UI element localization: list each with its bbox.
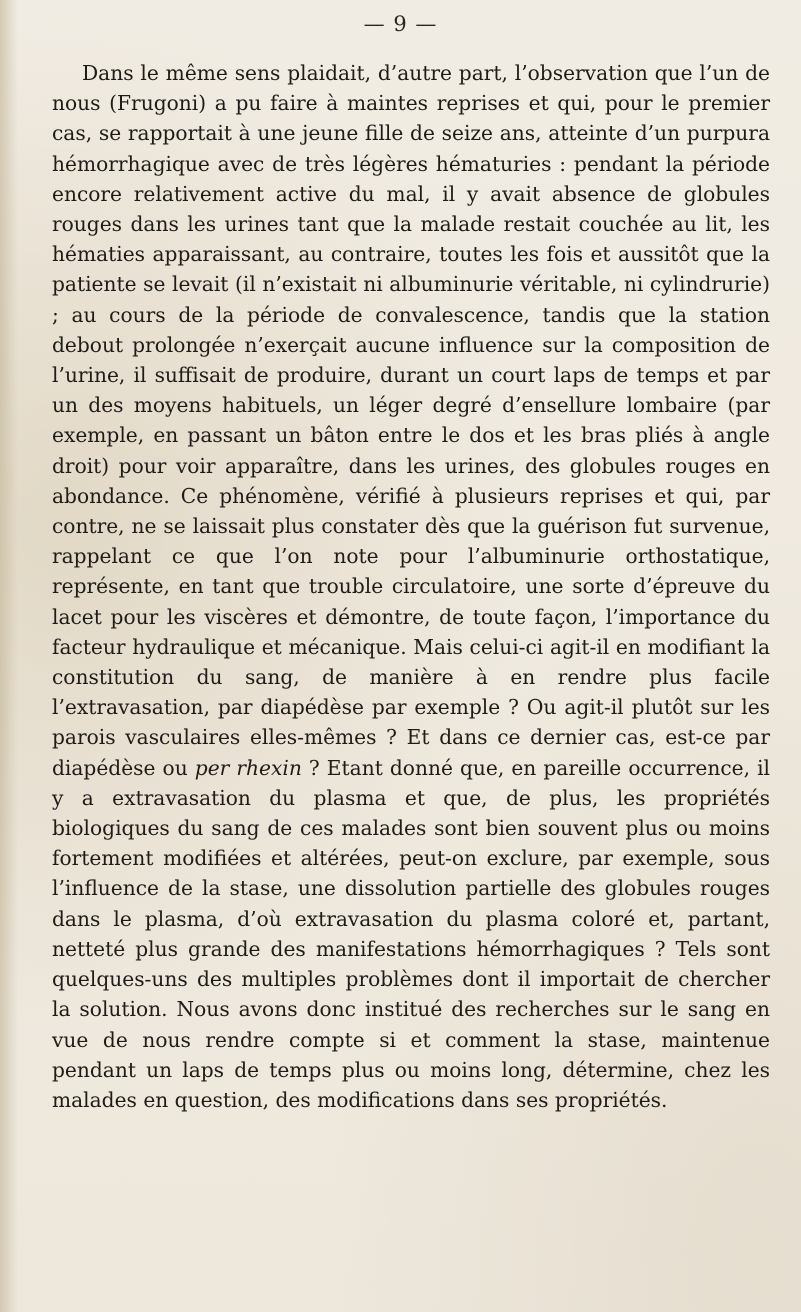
body-text xyxy=(52,58,770,1115)
italic-phrase: per rhexin xyxy=(194,755,302,780)
paragraph-text: Dans le même sens plaidait, d’autre part, l’observation que l’un de nous (Frugoni) a pu faire à maintes reprises et qui, pour le premier cas, se rapportait à une jeune fille de seize ans, atteinte d’un purpura hémorrhagique avec de très légères hématuries : pendant la période encore relativement active du mal, il y avait absence de globules rouges dans les urines tant que la malade restait couchée au lit, les hématies apparaissant, au contraire, toutes les fois et aussitôt que la patiente se levait (il n’existait ni albuminurie véritable, ni cylindrurie) ; au cours de la période de convalescence, tandis que la station debout prolongée n’exerçait aucune influence sur la composition de l’urine, il suffisait de produire, durant un court laps de temps et par un des moyens habituels, un léger degré d’ensellure lombaire (par exemple, en passant un bâton entre le dos et les bras pliés à angle droit) pour voir apparaître, dans les urines, des globules rouges en abondance. Ce phénomène, vérifié à plusieurs reprises et qui, par contre, ne se laissait plus constater dès que la guérison fut survenue, rappelant ce que l’on note pour l’albuminurie orthostatique, représente, en tant que trouble circulatoire, une sorte d’épreuve du lacet pour les viscères et démontre, de toute façon, l’importance du facteur hydraulique et mécanique. Mais celui-ci agit-il en modifiant la constitution du sang, de manière à en rendre plus facile l’extravasation, par diapédèse par exemple ? Ou agit-il plutôt sur les parois vasculaires elles-mêmes ? Et dans ce dernier cas, est-ce par diapédèse ou xyxy=(52,61,770,780)
paragraph-text-end: ? Etant donné que, en pareille occurrence, il y a extravasation du plasma et que, de plus, les propriétés biologiques du sang de ces malades sont bien souvent plus ou moins fortement modifiées et altérées, peut-on exclure, par exemple, sous l’influence de la stase, une dissolution partielle des globules rouges dans le plasma, d’où extravasation du plasma coloré et, partant, netteté plus grande des manifestations hémorrhagiques ? Tels sont quelques-uns des multiples problèmes dont il importait de chercher la solution. Nous avons donc institué des recherches sur le sang en vue de nous rendre compte si et comment la stase, maintenue pendant un laps de temps plus ou moins long, détermine, chez les malades en question, des modifications dans ses propriétés. xyxy=(52,755,770,1112)
paragraph xyxy=(52,58,770,1115)
page-edge-shadow xyxy=(0,0,18,1312)
page-number: — 9 — xyxy=(363,12,438,36)
